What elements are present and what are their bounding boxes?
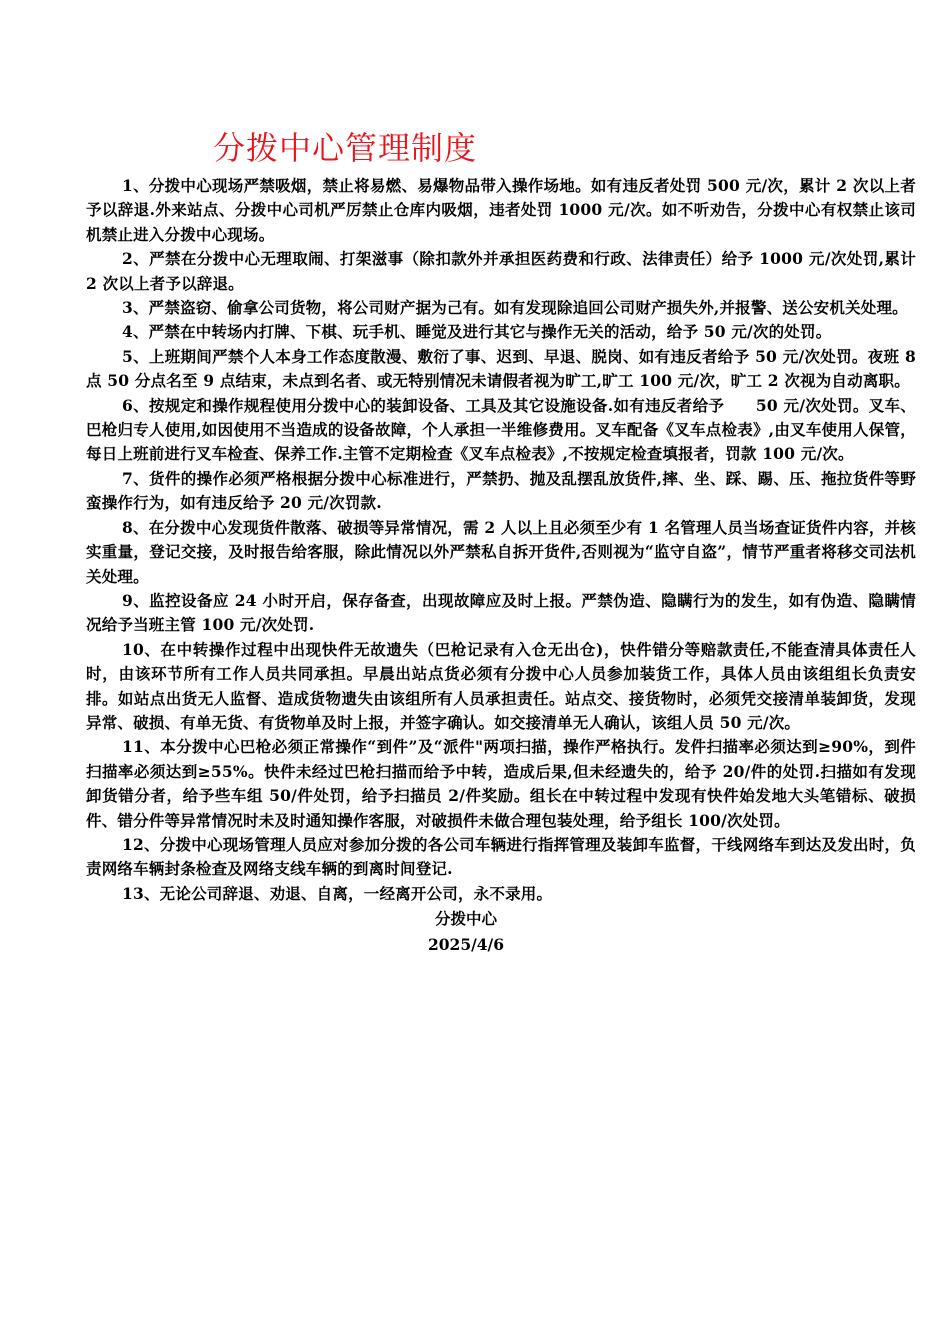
rule-item: 10、在中转操作过程中出现快件无故遗失（巴枪记录有入仓无出仓)，快件错分等赔款责任,不能查清具体责任人时，由该环节所有工作人员共同承担。早晨出站点货必须有分拨中心人员参加装货工作，具体人员由该组组长负责安排。如站点出货无人监督、造成货物遗失由该组所有人员承担责任。站点交、接货物时，必须凭交接清单装卸货，发现异常、破损、有单无货、有货物单及时上报，并签字确认。如交接清单无人确认，该组人员 50 元/次。 — [86, 639, 916, 732]
rule-item: 9、监控设备应 24 小时开启，保存备查，出现故障应及时上报。严禁伪造、隐瞒行为的发生，如有伪造、隐瞒情况给予当班主管 100 元/次处罚. — [86, 590, 916, 635]
document-page — [86, 122, 916, 958]
rule-item: 11、本分拨中心巴枪必须正常操作“到件”及“派件"两项扫描，操作严格执行。发件扫描率必须达到≥90%，到件扫描率必须达到≥55%。快件未经过巴枪扫描而给予中转，造成后果,但未经遗失的，给予 20/件的处罚.扫描如有发现卸货错分者，给予些车组 50/件处罚，给予扫描员 2/件奖励。组长在中转过程中发现有快件始发地大头笔错标、破损件、错分件等异常情况时未及时通知操作客服，对破损件未做合理包装处理，给予组长 100/次处罚。 — [86, 737, 916, 830]
rule-item: 5、上班期间严禁个人本身工作态度散漫、敷衍了事、迟到、早退、脱岗、如有违反者给予 50 元/次处罚。夜班 8 点 50 分点名至 9 点结束，未点到名者、或无特别情况未请假者视为旷工,旷工 100 元/次，旷工 2 次视为自动离职。 — [86, 346, 916, 391]
rule-item: 6、按规定和操作规程使用分拨中心的装卸设备、工具及其它设施设备.如有违反者给予 50 元/次处罚。叉车、巴枪归专人使用,如因使用不当造成的设备故障，个人承担一半维修费用。叉车配备《叉车点检表》,由叉车使用人保管，每日上班前进行叉车检查、保养工作.主管不定期检查《叉车点检表》,不按规定检查填报者，罚款 100 元/次。 — [86, 395, 916, 464]
signature-block — [86, 906, 846, 958]
rule-item: 8、在分拨中心发现货件散落、破损等异常情况，需 2 人以上且必须至少有 1 名管理人员当场查证货件内容，并核实重量，登记交接，及时报告给客服，除此情况以外严禁私自拆开货件,否则视为“监守自盗”，情节严重者将移交司法机关处理。 — [86, 517, 916, 586]
rule-item: 7、货件的操作必须严格根据分拨中心标准进行，严禁扔、抛及乱摆乱放货件,摔、坐、踩、踢、压、拖拉货件等野蛮操作行为，如有违反给予 20 元/次罚款. — [86, 468, 916, 513]
rule-item: 4、严禁在中转场内打牌、下棋、玩手机、睡觉及进行其它与操作无关的活动，给予 50 元/次的处罚。 — [122, 322, 832, 342]
rule-item: 13、无论公司辞退、劝退、自离，一经离开公司，永不录用。 — [122, 883, 553, 903]
rule-item: 2、严禁在分拨中心无理取闹、打架滋事（除扣款外并承担医药费和行政、法律责任）给予 1000 元/次处罚,累计 2 次以上者予以辞退。 — [86, 249, 916, 293]
rule-item: 3、严禁盗窃、偷拿公司货物，将公司财产据为己有。如有发现除追回公司财产损失外,并报警、送公安机关处理。 — [122, 298, 908, 318]
signature-org: 分拨中心 — [434, 909, 497, 929]
signature-date: 2025/4/6 — [427, 935, 505, 955]
rules-list — [86, 174, 916, 906]
rule-item: 12、分拨中心现场管理人员应对参加分拨的各公司车辆进行指挥管理及装卸车监督，干线网络车到达及发出时，负责网络车辆封条检查及网络支线车辆的到离时间登记. — [86, 834, 916, 879]
document-title: 分拨中心管理制度 — [213, 129, 478, 167]
rule-item: 1、分拨中心现场严禁吸烟，禁止将易燃、易爆物品带入操作场地。如有违反者处罚 500 元/次，累计 2 次以上者予以辞退.外来站点、分拨中心司机严厉禁止仓库内吸烟，违者处罚 1000 元/次。如不听劝告，分拨中心有权禁止该司机禁止进入分拨中心现场。 — [86, 176, 916, 244]
